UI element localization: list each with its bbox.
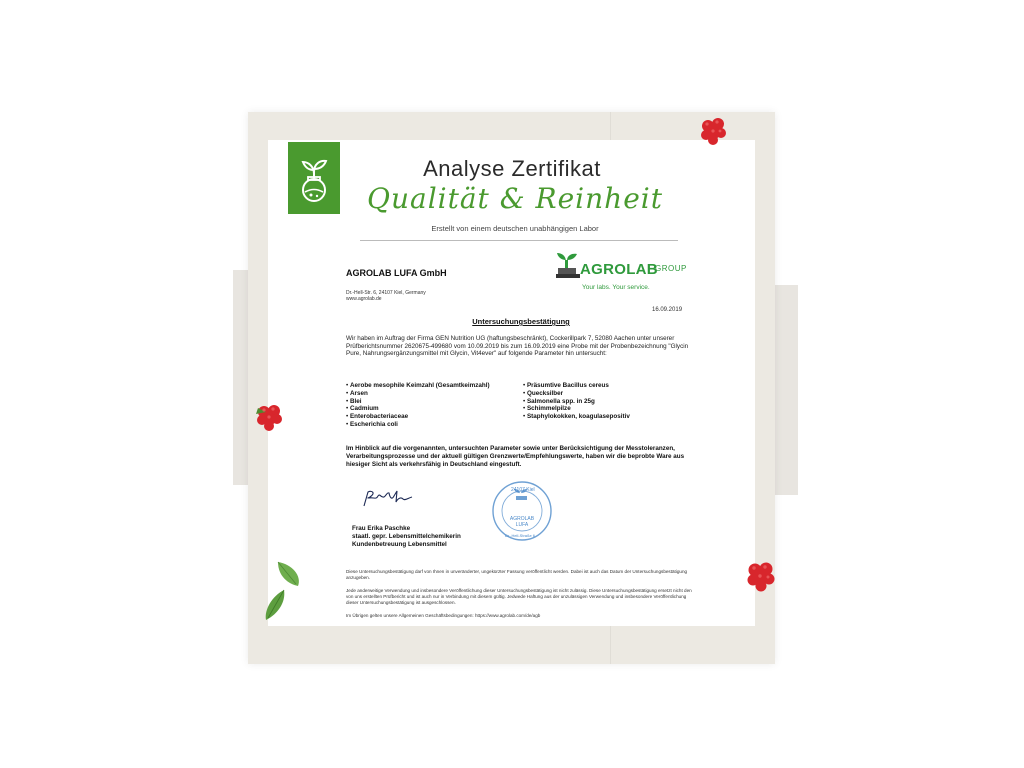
raspberry-icon bbox=[252, 398, 288, 434]
parameter-item: • Blei bbox=[346, 398, 490, 406]
certificate-slogan: Qualität & Reinheit bbox=[367, 182, 663, 215]
lab-website: www.agrolab.de bbox=[346, 296, 382, 303]
parameter-item: • Schimmelpilze bbox=[523, 405, 630, 413]
certificate-title: Analyse Zertifikat bbox=[423, 156, 601, 181]
flask-icon bbox=[296, 152, 332, 202]
parameter-item: • Quecksilber bbox=[523, 390, 630, 398]
signer-title: staatl. gepr. Lebensmittelchemikerin bbox=[352, 532, 461, 540]
parameter-item: • Präsumtive Bacillus cereus bbox=[523, 382, 630, 390]
parameter-item: • Enterobacteriaceae bbox=[346, 413, 490, 421]
leaf-icon bbox=[262, 558, 306, 624]
certificate-subtitle: Erstellt von einem deutschen unabhängigen Labor bbox=[431, 224, 599, 233]
footer-terms: Im Übrigen gelten unsere Allgemeinen Geschäftsbedingungen: https://www.agrolab.com/de/agb bbox=[346, 613, 541, 618]
parameter-item: • Aerobe mesophile Keimzahl (Gesamtkeimzahl) bbox=[346, 382, 490, 390]
parameter-item: • Cadmium bbox=[346, 405, 490, 413]
document-conclusion: Im Hinblick auf die vorgenannten, untersuchten Parameter sowie unter Berücksichtigung der Messtoleranzen, Verarbeitungsprozesse und der aktuell gültigen Grenzwerte/Empfehlungswerte, haben wir die beprobte Ware aus hiesiger Sicht als verkehrsfähig in Deutschland eingestuft. bbox=[346, 445, 685, 468]
handwritten-signature bbox=[360, 488, 416, 510]
raspberry-icon bbox=[742, 556, 780, 594]
stamp-text-line: AGROLAB bbox=[509, 516, 535, 522]
parameter-item: • Staphylokokken, koagulasepositiv bbox=[523, 413, 630, 421]
stamp-text-line: LUFA bbox=[515, 522, 529, 528]
footer-paragraph: Diese Untersuchungsbestätigung darf von Ihnen in unveränderter, ungekürzter Fassung veröffentlicht werden. Dabei ist auch das Datum der Untersuchungsbestätigung anzugeben. bbox=[346, 569, 688, 580]
agrolab-tagline: Your labs. Your service. bbox=[582, 284, 650, 291]
signer-department: Kundenbetreuung Lebensmittel bbox=[352, 540, 447, 548]
parameter-list-left bbox=[346, 382, 490, 429]
lab-address-line: Dr.-Hell-Str. 6, 24107 Kiel, Germany bbox=[346, 290, 426, 296]
signer-block bbox=[352, 525, 461, 548]
agrolab-logo-name: AGROLAB bbox=[580, 261, 658, 278]
document-intro: Wir haben im Auftrag der Firma GEN Nutrition UG (haftungsbeschränkt), Cockerillpark 7, 52080 Aachen unter unserer Prüfberichtsnummer 2620675-499680 vom 10.09.2019 bis zum 16.09.2019 eine Probe mit der Probenbezeichnung "Glycin Pure, Nahrungsergänzungsmittel mit Glycin, Vit4ever" auf folgende Parameter hin untersucht: bbox=[346, 335, 689, 358]
signer-name: Frau Erika Paschke bbox=[352, 525, 411, 532]
lab-address bbox=[346, 290, 426, 302]
lab-company-name: AGROLAB LUFA GmbH bbox=[346, 268, 447, 278]
header-divider bbox=[360, 240, 678, 241]
parameter-item: • Salmonella spp. in 25g bbox=[523, 398, 630, 406]
stamp-text-city: 24107 Kiel bbox=[511, 487, 535, 493]
agrolab-logo-icon bbox=[554, 252, 582, 282]
parameter-list-right bbox=[523, 382, 630, 421]
parameter-item: • Escherichia coli bbox=[346, 421, 490, 429]
stamp-text-lab bbox=[509, 516, 535, 528]
document-date: 16.09.2019 bbox=[652, 307, 683, 313]
raspberry-icon bbox=[696, 112, 732, 148]
stamp-text-street: Dr.-Hell-Straße 6 bbox=[505, 533, 536, 538]
parameter-item: • Arsen bbox=[346, 390, 490, 398]
document-heading: Untersuchungsbestätigung bbox=[472, 317, 570, 326]
lab-flask-badge bbox=[288, 142, 340, 214]
agrolab-logo-group: GROUP bbox=[655, 264, 687, 273]
footer-paragraph: Jede anderweitige Verwendung und insbesondere Veröffentlichung dieser Untersuchungsbestätigung ist nicht zulässig. Diese Untersuchungsbestätigung ersetzt nicht den von uns erstellten Prüfbericht und ist auch nur in Verbindung mit diesem gültig. Jedwede Haftung aus der unzulässigen Verwendung und insbesondere Veröffentlichung dieser Untersuchungsbestätigung ist ausgeschlossen. bbox=[346, 588, 692, 605]
